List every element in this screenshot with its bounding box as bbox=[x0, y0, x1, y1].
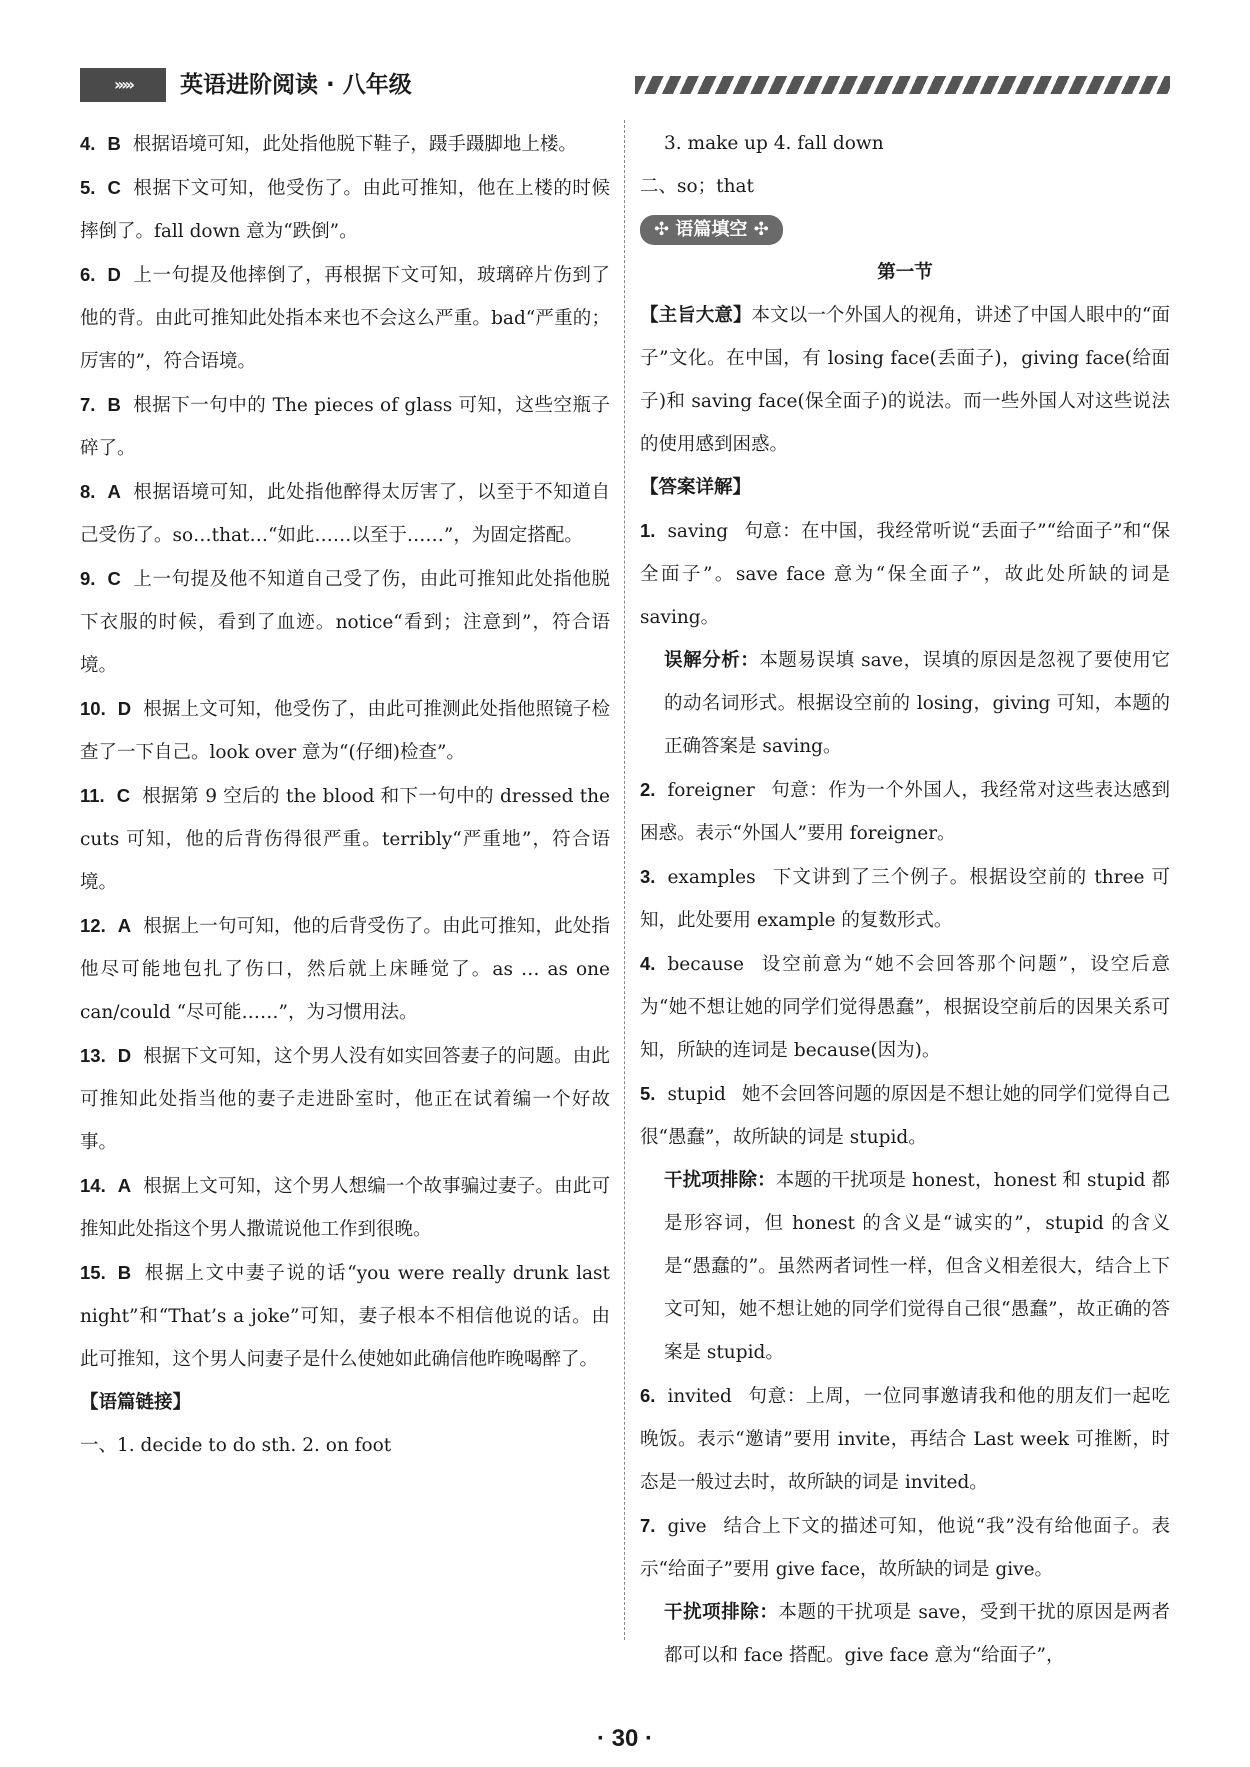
item-explanation: 根据下一句中的 The pieces of glass 可知，这些空瓶子碎了。 bbox=[80, 395, 610, 459]
answer-item bbox=[640, 1374, 1170, 1504]
item-number: 6. bbox=[640, 1385, 656, 1406]
note-label: 干扰项排除： bbox=[664, 1170, 776, 1191]
item-number: 10. bbox=[80, 698, 106, 719]
item-note bbox=[640, 1591, 1170, 1677]
answer-item bbox=[640, 768, 1170, 855]
answer-item bbox=[80, 470, 610, 557]
answer-item bbox=[80, 1251, 610, 1381]
link-line-3: 二、so；that bbox=[640, 176, 754, 197]
note-label: 干扰项排除： bbox=[664, 1602, 779, 1623]
page-header bbox=[80, 68, 1170, 102]
item-number: 7. bbox=[640, 1515, 656, 1536]
column-divider bbox=[624, 120, 625, 1640]
note-text: 本题易误填 save，误填的原因是忽视了要使用它的动名词形式。根据设空前的 losing，giving 可知，本题的正确答案是 saving。 bbox=[664, 650, 1170, 757]
item-number: 1. bbox=[640, 520, 656, 541]
item-answer: D bbox=[117, 698, 132, 719]
answer-item bbox=[640, 509, 1170, 639]
main-idea bbox=[640, 294, 1170, 466]
page-number: · 30 · bbox=[596, 1725, 653, 1752]
left-column bbox=[80, 122, 610, 1467]
item-explanation: 根据上一句可知，他的后背受伤了。由此可推知，此处指他尽可能地包扎了伤口，然后就上床睡觉了。as … as one can/could “尽可能……”，为习惯用法。 bbox=[80, 916, 610, 1023]
answer-item bbox=[80, 557, 610, 687]
answer-item bbox=[80, 166, 610, 253]
item-explanation: 根据上文可知，这个男人想编一个故事骗过妻子。由此可推知此处指这个男人撒谎说他工作到很晚。 bbox=[80, 1176, 610, 1240]
item-explanation: 上一句提及他摔倒了，再根据下文可知，玻璃碎片伤到了他的背。由此可推知此处指本来也不会这么严重。bad“严重的；厉害的”，符合语境。 bbox=[80, 265, 610, 372]
item-explanation: 根据语境可知，此处指他脱下鞋子，蹑手蹑脚地上楼。 bbox=[132, 134, 577, 155]
item-explanation: 根据下文可知，这个男人没有如实回答妻子的问题。由此可推知此处指当他的妻子走进卧室时，他正在试着编一个好故事。 bbox=[80, 1046, 610, 1153]
item-explanation: 根据上文可知，他受伤了，由此可推测此处指他照镜子检查了一下自己。look over 意为“(仔细)检查”。 bbox=[80, 699, 610, 763]
section-pill: ✣ 语篇填空 ✣ bbox=[640, 215, 783, 245]
item-explanation: 根据上文中妻子说的话“you were really drunk last night”和“That’s a joke”可知，妻子根本不相信他说的话。由此可推知，这个男人问妻子是什么使她如此确信他昨晚喝醉了。 bbox=[80, 1263, 610, 1370]
item-answer: foreigner bbox=[667, 780, 755, 801]
answer-item bbox=[640, 1504, 1170, 1591]
answer-item bbox=[80, 383, 610, 470]
note-text: 本题的干扰项是 honest，honest 和 stupid 都是形容词，但 honest 的含义是“诚实的”，stupid 的含义是“愚蠢的”。虽然两者词性一样，但含义相差很大，结合上下文可知，她不想让她的同学们觉得自己很“愚蠢”，故正确的答案是 stupid。 bbox=[664, 1170, 1170, 1363]
answer-item bbox=[640, 855, 1170, 942]
item-answer: A bbox=[117, 915, 132, 936]
answer-item bbox=[80, 774, 610, 904]
answer-item bbox=[640, 1072, 1170, 1159]
right-column bbox=[640, 122, 1170, 1677]
item-answer: D bbox=[117, 1045, 132, 1066]
item-answer: saving bbox=[667, 521, 729, 542]
link-line-2: 3. make up 4. fall down bbox=[664, 133, 884, 154]
item-explanation: 上一句提及他不知道自己受了伤，由此可推知此处指他脱下衣服的时候，看到了血迹。notice“看到；注意到”，符合语境。 bbox=[80, 569, 610, 676]
item-answer: C bbox=[116, 785, 131, 806]
item-answer: D bbox=[107, 264, 121, 285]
item-number: 9. bbox=[80, 568, 96, 589]
chevron-icon: ››››› bbox=[80, 68, 166, 102]
answer-item bbox=[80, 1164, 610, 1251]
item-number: 11. bbox=[80, 785, 105, 806]
item-number: 4. bbox=[80, 133, 96, 154]
item-answer: stupid bbox=[667, 1084, 726, 1105]
item-number: 6. bbox=[80, 264, 96, 285]
item-number: 14. bbox=[80, 1175, 106, 1196]
item-explanation: 句意：作为一个外国人，我经常对这些表达感到困惑。表示“外国人”要用 foreigner。 bbox=[640, 780, 1170, 844]
note-label: 误解分析： bbox=[664, 650, 760, 671]
item-note bbox=[640, 639, 1170, 768]
detail-heading: 【答案详解】 bbox=[640, 477, 752, 498]
item-answer: give bbox=[667, 1516, 707, 1537]
answer-item bbox=[80, 687, 610, 774]
item-explanation: 下文讲到了三个例子。根据设空前的 three 可知，此处要用 example 的复数形式。 bbox=[640, 867, 1170, 931]
main-idea-label: 【主旨大意】 bbox=[640, 305, 752, 326]
item-explanation: 句意：上周，一位同事邀请我和他的朋友们一起吃晚饭。表示“邀请”要用 invite，再结合 Last week 可推断，时态是一般过去时，故所缺的词是 invited。 bbox=[640, 1386, 1170, 1493]
item-number: 8. bbox=[80, 481, 96, 502]
item-answer: A bbox=[117, 1175, 132, 1196]
answer-item bbox=[80, 253, 610, 383]
item-explanation: 结合上下文的描述可知，他说“我”没有给他面子。表示“给面子”要用 give face，故所缺的词是 give。 bbox=[640, 1516, 1170, 1580]
item-number: 5. bbox=[80, 177, 96, 198]
item-number: 12. bbox=[80, 915, 106, 936]
item-explanation: 句意：在中国，我经常听说“丢面子”“给面子”和“保全面子”。save face 意为“保全面子”，故此处所缺的词是 saving。 bbox=[640, 521, 1170, 628]
answer-item bbox=[80, 904, 610, 1034]
item-explanation: 根据第 9 空后的 the blood 和下一句中的 dressed the cuts 可知，他的后背伤得很严重。terribly“严重地”，符合语境。 bbox=[80, 786, 610, 893]
item-answer: examples bbox=[667, 867, 756, 888]
item-number: 13. bbox=[80, 1045, 106, 1066]
item-explanation: 设空前意为“她不会回答那个问题”，设空后意为“她不想让她的同学们觉得愚蠢”，根据设空前后的因果关系可知，所缺的连词是 because(因为)。 bbox=[640, 954, 1170, 1061]
item-explanation: 根据语境可知，此处指他醉得太厉害了，以至于不知道自己受伤了。so…that…“如此……以至于……”，为固定搭配。 bbox=[80, 482, 610, 546]
item-answer: B bbox=[107, 394, 121, 415]
link-heading: 【语篇链接】 bbox=[80, 1392, 192, 1413]
answer-item bbox=[80, 1034, 610, 1164]
item-answer: A bbox=[107, 481, 121, 502]
section-subtitle: 第一节 bbox=[877, 262, 933, 283]
link-line-1: 一、1. decide to do sth. 2. on foot bbox=[80, 1435, 392, 1456]
item-answer: B bbox=[117, 1262, 132, 1283]
item-answer: B bbox=[107, 133, 121, 154]
item-explanation: 根据下文可知，他受伤了。由此可推知，他在上楼的时候摔倒了。fall down 意为“跌倒”。 bbox=[80, 178, 610, 242]
item-number: 3. bbox=[640, 866, 656, 887]
item-note bbox=[640, 1159, 1170, 1374]
note-text: 本题的干扰项是 save，受到干扰的原因是两者都可以和 face 搭配。give face 意为“给面子”， bbox=[664, 1602, 1170, 1666]
answer-item bbox=[80, 122, 610, 166]
item-number: 7. bbox=[80, 394, 96, 415]
answer-item bbox=[640, 942, 1170, 1072]
item-explanation: 她不会回答问题的原因是不想让她的同学们觉得自己很“愚蠢”，故所缺的词是 stupid。 bbox=[640, 1084, 1170, 1148]
main-idea-text: 本文以一个外国人的视角，讲述了中国人眼中的“面子”文化。在中国，有 losing face(丢面子)，giving face(给面子)和 saving face(保全面子)的说法。而一些外国人对这些说法的使用感到困惑。 bbox=[640, 305, 1170, 455]
item-number: 2. bbox=[640, 779, 656, 800]
book-title: 英语进阶阅读 · 八年级 bbox=[180, 72, 412, 98]
item-answer: C bbox=[107, 568, 121, 589]
item-number: 5. bbox=[640, 1083, 656, 1104]
item-number: 15. bbox=[80, 1262, 106, 1283]
item-answer: invited bbox=[667, 1386, 732, 1407]
item-answer: C bbox=[107, 177, 121, 198]
header-stripe-decoration bbox=[635, 76, 1170, 94]
item-answer: because bbox=[667, 954, 744, 975]
item-number: 4. bbox=[640, 953, 656, 974]
